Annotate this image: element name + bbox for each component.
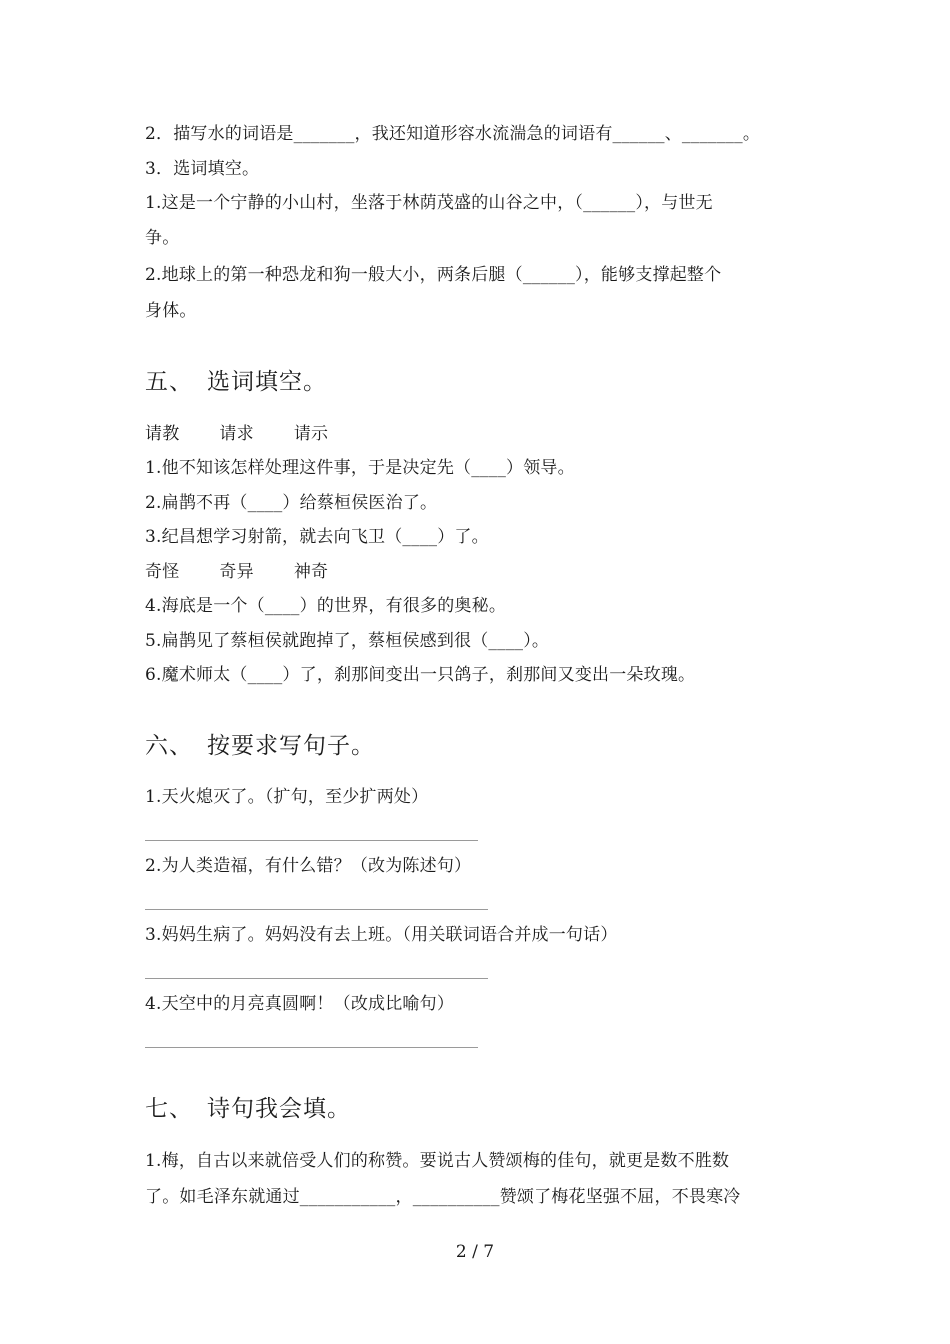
question-line: 1.梅，自古以来就倍受人们的称赞。要说古人赞颂梅的佳句，就更是数不胜数	[145, 1151, 730, 1171]
question-line: 2.为人类造福，有什么错？（改为陈述句）	[145, 856, 472, 876]
answer-line[interactable]	[145, 840, 478, 841]
section-number: 六、	[145, 733, 193, 759]
question-line: 2.扁鹊不再（____）给蔡桓侯医治了。	[145, 493, 438, 513]
word-bank-word: 请教	[145, 424, 180, 444]
question-line: 2.地球上的第一种恐龙和狗一般大小，两条后腿（______），能够支撑起整个	[145, 265, 722, 285]
question-line: 2．描写水的词语是_______，我还知道形容水流湍急的词语有______、_______。	[145, 124, 761, 144]
word-bank-word: 神奇	[293, 562, 329, 582]
answer-line[interactable]	[145, 1047, 478, 1048]
question-line: 1.他不知该怎样处理这件事，于是决定先（____）领导。	[145, 458, 575, 478]
question-line: 身体。	[145, 301, 197, 321]
word-bank-word: 奇怪	[145, 562, 180, 582]
question-line: 4.天空中的月亮真圆啊！（改成比喻句）	[145, 994, 455, 1014]
question-line: 了。如毛泽东就通过___________，__________赞颂了梅花坚强不屈，不畏寒冷	[145, 1187, 741, 1207]
word-bank-word: 请求	[219, 424, 254, 444]
question-line: 1.这是一个宁静的小山村，坐落于林荫茂盛的山谷之中，（______），与世无	[145, 193, 713, 213]
word-bank-2	[145, 561, 368, 583]
section-title: 诗句我会填。	[207, 1096, 351, 1122]
page-number: 2 / 7	[455, 1242, 495, 1262]
word-bank-word: 请示	[293, 424, 329, 444]
word-bank-1	[145, 423, 368, 445]
answer-line[interactable]	[145, 909, 488, 910]
question-line: 争。	[145, 228, 180, 248]
section-6-heading	[145, 731, 375, 761]
section-number: 七、	[145, 1096, 193, 1122]
section-title: 按要求写句子。	[207, 733, 375, 759]
section-title: 选词填空。	[207, 369, 327, 395]
question-line: 3.纪昌想学习射箭，就去向飞卫（____）了。	[145, 527, 489, 547]
answer-line[interactable]	[145, 978, 488, 979]
section-5-heading	[145, 367, 327, 397]
section-number: 五、	[145, 369, 193, 395]
question-line: 3.妈妈生病了。妈妈没有去上班。（用关联词语合并成一句话）	[145, 925, 618, 945]
question-line: 1.天火熄灭了。（扩句，至少扩两处）	[145, 787, 429, 807]
section-7-heading	[145, 1094, 351, 1124]
word-bank-word: 奇异	[219, 562, 254, 582]
question-line: 3．选词填空。	[145, 159, 260, 179]
question-line: 5.扁鹊见了蔡桓侯就跑掉了，蔡桓侯感到很（____）。	[145, 631, 550, 651]
question-line: 4.海底是一个（____）的世界，有很多的奥秘。	[145, 596, 507, 616]
question-line: 6.魔术师太（____）了，刹那间变出一只鸽子，刹那间又变出一朵玫瑰。	[145, 665, 696, 685]
